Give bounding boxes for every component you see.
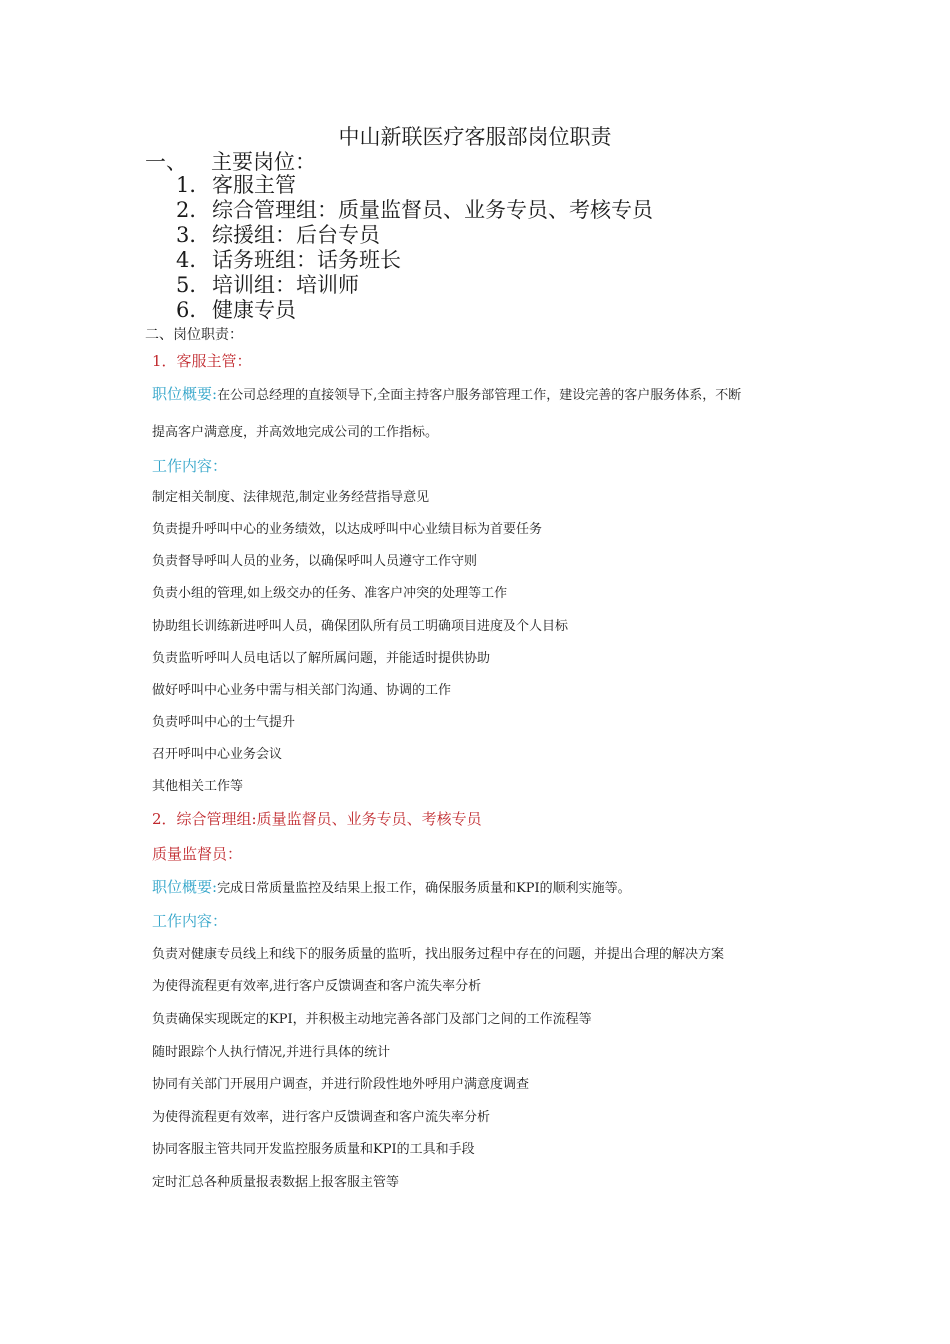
list-item-text: 培训组：培训师	[212, 273, 359, 297]
main-positions-list	[176, 173, 653, 323]
duty-item: 协同有关部门开展用户调查，并进行阶段性地外呼用户满意度调查	[152, 1077, 530, 1092]
part1-overview-cont: 提高客户满意度，并高效地完成公司的工作指标。	[152, 425, 439, 440]
duty-item: 召开呼叫中心业务会议	[152, 747, 283, 762]
section1-number: 一、	[145, 150, 187, 174]
list-item-text: 综合管理组：质量监督员、业务专员、考核专员	[212, 198, 653, 222]
list-item	[176, 223, 653, 248]
list-item-number: 1．	[176, 173, 211, 197]
overview-text: 完成日常质量监控及结果上报工作，确保服务质量和KPI的顺利实施等。	[217, 881, 631, 896]
list-item-number: 6．	[176, 298, 211, 322]
duty-item: 负责呼叫中心的士气提升	[152, 715, 296, 730]
duty-item: 负责对健康专员线上和线下的服务质量的监听，找出服务过程中存在的问题，并提出合理的解决方案	[152, 947, 725, 962]
list-item-number: 3．	[176, 223, 211, 247]
overview-label: 职位概要:	[152, 385, 218, 403]
overview-text: 在公司总经理的直接领导下,全面主持客户服务部管理工作，建设完善的客户服务体系，不断	[217, 388, 742, 403]
part2-content-label: 工作内容：	[152, 912, 228, 930]
duty-item: 协同客服主管共同开发监控服务质量和KPI的工具和手段	[152, 1142, 475, 1157]
section2-heading: 二、岗位职责：	[145, 327, 243, 343]
list-item-number: 4．	[176, 248, 211, 272]
duty-item: 负责确保实现既定的KPI，并积极主动地完善各部门及部门之间的工作流程等	[152, 1012, 592, 1027]
list-item-text: 综援组：后台专员	[212, 223, 380, 247]
duty-item: 负责小组的管理,如上级交办的任务、准客户冲突的处理等工作	[152, 586, 508, 601]
duty-item: 协助组长训练新进呼叫人员，确保团队所有员工明确项目进度及个人目标	[152, 619, 569, 634]
duty-item: 为使得流程更有效率，进行客户反馈调查和客户流失率分析	[152, 1110, 491, 1125]
duty-item: 定时汇总各种质量报表数据上报客服主管等	[152, 1175, 400, 1190]
part2-subtitle: 质量监督员：	[152, 845, 243, 863]
list-item	[176, 273, 653, 298]
duty-item: 制定相关制度、法律规范,制定业务经营指导意见	[152, 490, 430, 505]
part1-content-label: 工作内容：	[152, 457, 228, 475]
duty-item: 负责监听呼叫人员电话以了解所属问题，并能适时提供协助	[152, 651, 491, 666]
section1-heading-text: 主要岗位：	[211, 150, 316, 174]
list-item	[176, 198, 653, 223]
duty-item: 做好呼叫中心业务中需与相关部门沟通、协调的工作	[152, 683, 452, 698]
list-item-number: 5．	[176, 273, 211, 297]
part1-overview	[152, 385, 741, 405]
list-item-text: 话务班组：话务班长	[212, 248, 401, 272]
duty-item: 为使得流程更有效率,进行客户反馈调查和客户流失率分析	[152, 979, 482, 994]
section1-heading	[145, 149, 316, 175]
part2-title: 2．综合管理组:质量监督员、业务专员、考核专员	[152, 810, 482, 828]
duty-item: 负责督导呼叫人员的业务，以确保呼叫人员遵守工作守则	[152, 554, 478, 569]
list-item	[176, 248, 653, 273]
overview-label: 职位概要:	[152, 878, 218, 896]
document-title: 中山新联医疗客服部岗位职责	[338, 125, 612, 149]
list-item-number: 2．	[176, 198, 211, 222]
list-item	[176, 298, 653, 323]
duty-item: 负责提升呼叫中心的业务绩效，以达成呼叫中心业绩目标为首要任务	[152, 522, 543, 537]
duty-item: 其他相关工作等	[152, 779, 244, 794]
list-item	[176, 173, 653, 198]
list-item-text: 客服主管	[212, 173, 296, 197]
duty-item: 随时跟踪个人执行情况,并进行具体的统计	[152, 1045, 391, 1060]
part1-title: 1．客服主管：	[152, 352, 252, 370]
list-item-text: 健康专员	[212, 298, 296, 322]
part2-overview	[152, 878, 631, 898]
